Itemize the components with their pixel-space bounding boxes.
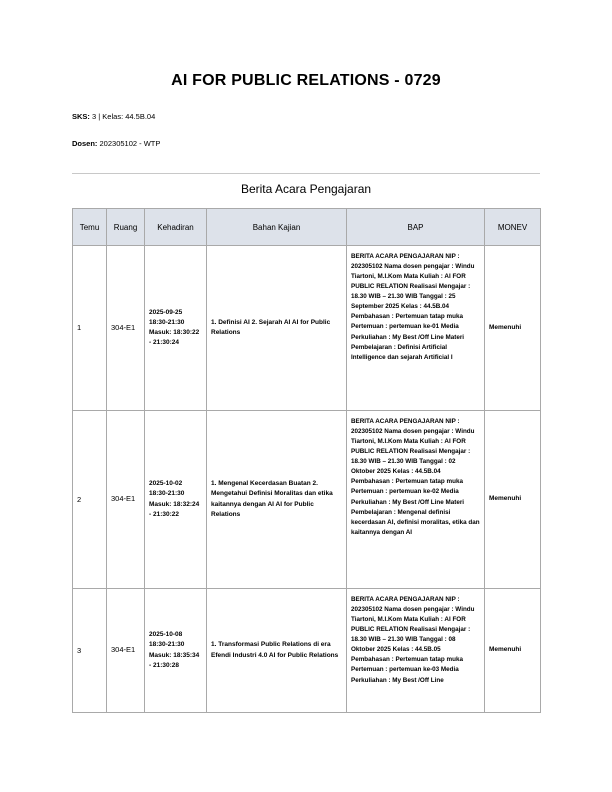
dosen-label: Dosen:: [72, 139, 98, 148]
dosen-value: 202305102 - WTP: [99, 139, 161, 148]
table-header-row: [73, 209, 541, 246]
cell-bahan-kajian: 1. Definisi AI 2. Sejarah AI AI for Public Relations: [207, 246, 347, 411]
cell-kehadiran: 2025-10-08 18:30-21:30 Masuk: 18:35:34 - 21:30:28: [145, 589, 207, 713]
cell-temu: 3: [73, 589, 107, 713]
cell-bahan-kajian: 1. Transformasi Public Relations di era Efendi Industri 4.0 AI for Public Relations: [207, 589, 347, 713]
cell-bap: BERITA ACARA PENGAJARAN NIP : 202305102 Nama dosen pengajar : Windu Tiartoni, M.I.Kom Mata Kuliah : AI FOR PUBLIC RELATION Realisasi Mengajar : 18.30 WIB – 21.30 WIB Tanggal : 02 Oktober 2025 Kelas : 44.5B.04 Pembahasan : Pertemuan tatap muka Pertemuan : pertemuan ke-02 Media Perkuliahan : My Best /Off Line Materi Pembelajaran : Mengenal definisi kecerdasan AI, definisi moralitas, etika dan kaitannya dengan AI: [347, 411, 485, 589]
cell-ruang: 304-E1: [107, 411, 145, 589]
dosen-line: [72, 139, 160, 148]
header-ruang: Ruang: [107, 209, 145, 246]
cell-monev: Memenuhi: [485, 411, 541, 589]
bap-table: [72, 208, 541, 713]
cell-bap: BERITA ACARA PENGAJARAN NIP : 202305102 Nama dosen pengajar : Windu Tiartoni, M.I.Kom Mata Kuliah : AI FOR PUBLIC RELATION Realisasi Mengajar : 18.30 WIB – 21.30 WIB Tanggal : 25 September 2025 Kelas : 44.5B.04 Pembahasan : Pertemuan tatap muka Pertemuan : pertemuan ke-01 Media Perkuliahan : My Best /Off Line Materi Pembelajaran : Definisi Artificial Intelligence dan sejarah Artificial I: [347, 246, 485, 411]
cell-temu: 2: [73, 411, 107, 589]
sks-label: SKS:: [72, 112, 90, 121]
table-row: [73, 411, 541, 589]
sks-line: [72, 112, 155, 121]
cell-ruang: 304-E1: [107, 246, 145, 411]
cell-monev: Memenuhi: [485, 246, 541, 411]
header-bahan-kajian: Bahan Kajian: [207, 209, 347, 246]
table-row: [73, 246, 541, 411]
table-row: [73, 589, 541, 713]
cell-kehadiran: 2025-10-02 18:30-21:30 Masuk: 18:32:24 - 21:30:22: [145, 411, 207, 589]
cell-monev: Memenuhi: [485, 589, 541, 713]
cell-kehadiran: 2025-09-25 18:30-21:30 Masuk: 18:30:22 - 21:30:24: [145, 246, 207, 411]
divider: [72, 173, 540, 174]
cell-bahan-kajian: 1. Mengenal Kecerdasan Buatan 2. Mengetahui Definisi Moralitas dan etika kaitannya dengan AI AI for Public Relations: [207, 411, 347, 589]
page-title: AI FOR PUBLIC RELATIONS - 0729: [171, 72, 441, 89]
cell-temu: 1: [73, 246, 107, 411]
section-title: Berita Acara Pengajaran: [240, 182, 372, 196]
header-monev: MONEV: [485, 209, 541, 246]
sks-value: 3 | Kelas: 44.5B.04: [92, 112, 156, 121]
header-temu: Temu: [73, 209, 107, 246]
header-bap: BAP: [347, 209, 485, 246]
header-kehadiran: Kehadiran: [145, 209, 207, 246]
cell-ruang: 304-E1: [107, 589, 145, 713]
cell-bap: BERITA ACARA PENGAJARAN NIP : 202305102 Nama dosen pengajar : Windu Tiartoni, M.I.Kom Mata Kuliah : AI FOR PUBLIC RELATION Realisasi Mengajar : 18.30 WIB – 21.30 WIB Tanggal : 08 Oktober 2025 Kelas : 44.5B.05 Pembahasan : Pertemuan tatap muka Pertemuan : pertemuan ke-03 Media Perkuliahan : My Best /Off Line: [347, 589, 485, 713]
